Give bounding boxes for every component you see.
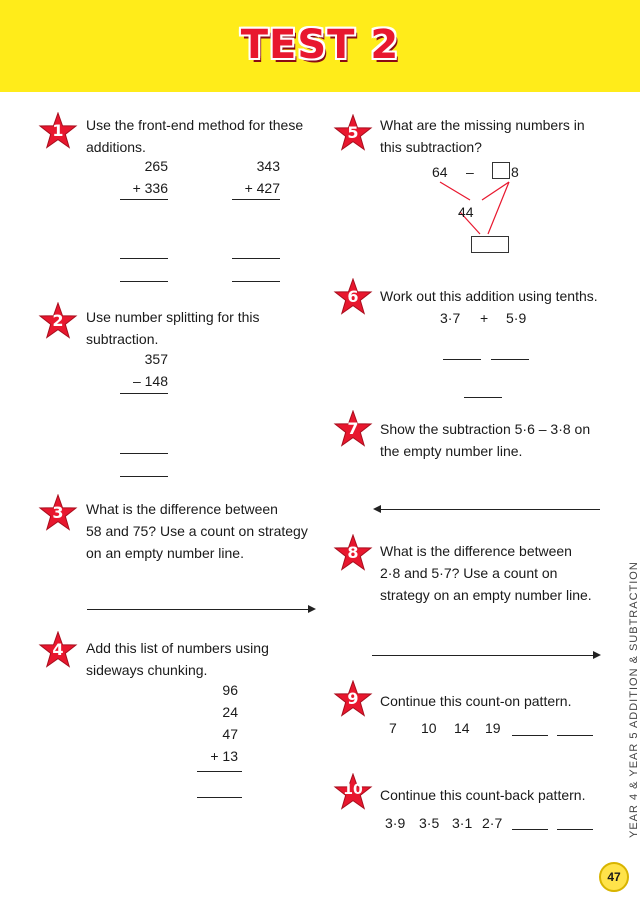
q3-arrow-head-icon: [308, 605, 316, 613]
question-3-line2: 58 and 75? Use a count on strategy: [86, 523, 308, 539]
q1-b-answer-line-1[interactable]: [232, 258, 280, 259]
q10-answer-line-1[interactable]: [512, 829, 548, 830]
side-section-label: YEAR 4 & YEAR 5 ADDITION & SUBTRACTION: [628, 561, 640, 838]
question-8-star-icon: [333, 534, 373, 574]
q8-number-line[interactable]: [372, 655, 594, 656]
q1-b-answer-line-2[interactable]: [232, 281, 280, 282]
question-8-line2: 2·8 and 5·7? Use a count on: [380, 565, 558, 581]
q9-answer-line-2[interactable]: [557, 735, 593, 736]
question-2-line1: Use number splitting for this: [86, 309, 260, 325]
q9-value-3: 14: [454, 720, 470, 736]
q10-value-1: 3·9: [385, 815, 406, 831]
question-4-number: 4: [52, 640, 64, 659]
question-3-star-icon: [38, 494, 78, 534]
question-6-line1: Work out this addition using tenths.: [380, 288, 598, 304]
q4-number-1: 96: [222, 682, 238, 698]
q2-answer-line-1[interactable]: [120, 453, 168, 454]
q4-number-4: + 13: [210, 748, 238, 764]
question-3-line3: on an empty number line.: [86, 545, 244, 561]
q7-number-line[interactable]: [380, 509, 600, 510]
q10-value-4: 2·7: [482, 815, 503, 831]
q5-missing-digit-box[interactable]: [492, 162, 510, 179]
question-2-number: 2: [52, 311, 64, 330]
question-9-number: 9: [347, 689, 359, 708]
question-8-number: 8: [347, 543, 359, 562]
q5-result: 44: [458, 204, 474, 220]
q9-value-4: 19: [485, 720, 501, 736]
q1-a-answer-line-1[interactable]: [120, 258, 168, 259]
question-2-line2: subtraction.: [86, 331, 159, 347]
q1-b-rule: [232, 199, 280, 200]
q2-rule: [120, 393, 168, 394]
q1-b-top: 343: [256, 158, 280, 174]
question-7-line1: Show the subtraction 5·6 – 3·8 on: [380, 421, 591, 437]
q4-answer-line[interactable]: [197, 797, 242, 798]
q5-left-number: 64: [432, 164, 448, 180]
q9-value-1: 7: [389, 720, 397, 736]
question-4-line1: Add this list of numbers using: [86, 640, 269, 656]
q10-answer-line-2[interactable]: [557, 829, 593, 830]
q1-a-top: 265: [144, 158, 168, 174]
q6-first-number: 3·7: [440, 310, 461, 326]
q6-answer-line-1[interactable]: [443, 359, 481, 360]
q2-bottom: – 148: [132, 373, 168, 389]
q9-answer-line-1[interactable]: [512, 735, 548, 736]
q10-value-3: 3·1: [452, 815, 473, 831]
q6-answer-line-3[interactable]: [464, 397, 502, 398]
q2-answer-line-2[interactable]: [120, 476, 168, 477]
question-7-star-icon: [333, 410, 373, 450]
q6-second-number: 5·9: [506, 310, 527, 326]
question-8-line1: What is the difference between: [380, 543, 572, 559]
q4-rule: [197, 771, 242, 772]
q4-number-3: 47: [222, 726, 238, 742]
question-1-line1: Use the front-end method for these: [86, 117, 304, 133]
q1-b-bottom: + 427: [244, 180, 280, 196]
question-1-line2: additions.: [86, 139, 146, 155]
q6-plus-sign: +: [480, 310, 489, 326]
question-3-number: 3: [52, 503, 64, 522]
question-6-number: 6: [347, 287, 359, 306]
q5-missing-number-box[interactable]: [471, 236, 509, 253]
question-1-number: 1: [52, 121, 64, 140]
page-number: 47: [599, 862, 629, 892]
question-8-line3: strategy on an empty number line.: [380, 587, 592, 603]
question-7-number: 7: [347, 419, 359, 438]
question-10-number: 10: [343, 782, 363, 798]
question-5-star-icon: [333, 114, 373, 154]
question-5-line1: What are the missing numbers in: [380, 117, 585, 133]
q1-a-answer-line-2[interactable]: [120, 281, 168, 282]
question-5-number: 5: [347, 123, 359, 142]
question-9-star-icon: [333, 680, 373, 720]
q5-right-digit: 8: [511, 164, 519, 180]
q4-number-2: 24: [222, 704, 238, 720]
q6-answer-line-2[interactable]: [491, 359, 529, 360]
question-5-line2: this subtraction?: [380, 139, 482, 155]
question-1-star-icon: [38, 112, 78, 152]
question-10-line1: Continue this count-back pattern.: [380, 787, 586, 803]
question-4-star-icon: [38, 631, 78, 671]
question-3-line1: What is the difference between: [86, 501, 278, 517]
question-9-line1: Continue this count-on pattern.: [380, 693, 572, 709]
question-2-star-icon: [38, 302, 78, 342]
q9-value-2: 10: [421, 720, 437, 736]
q8-arrow-head-icon: [593, 651, 601, 659]
q1-a-bottom: + 336: [132, 180, 168, 196]
question-10-star-icon: [333, 773, 373, 813]
q3-number-line[interactable]: [87, 609, 309, 610]
question-7-line2: the empty number line.: [380, 443, 523, 459]
q10-value-2: 3·5: [419, 815, 440, 831]
q2-top: 357: [144, 351, 168, 367]
question-6-star-icon: [333, 278, 373, 318]
page-title: TEST 2: [240, 22, 400, 68]
question-4-line2: sideways chunking.: [86, 662, 208, 678]
q1-a-rule: [120, 199, 168, 200]
q5-minus-sign: –: [466, 164, 474, 180]
